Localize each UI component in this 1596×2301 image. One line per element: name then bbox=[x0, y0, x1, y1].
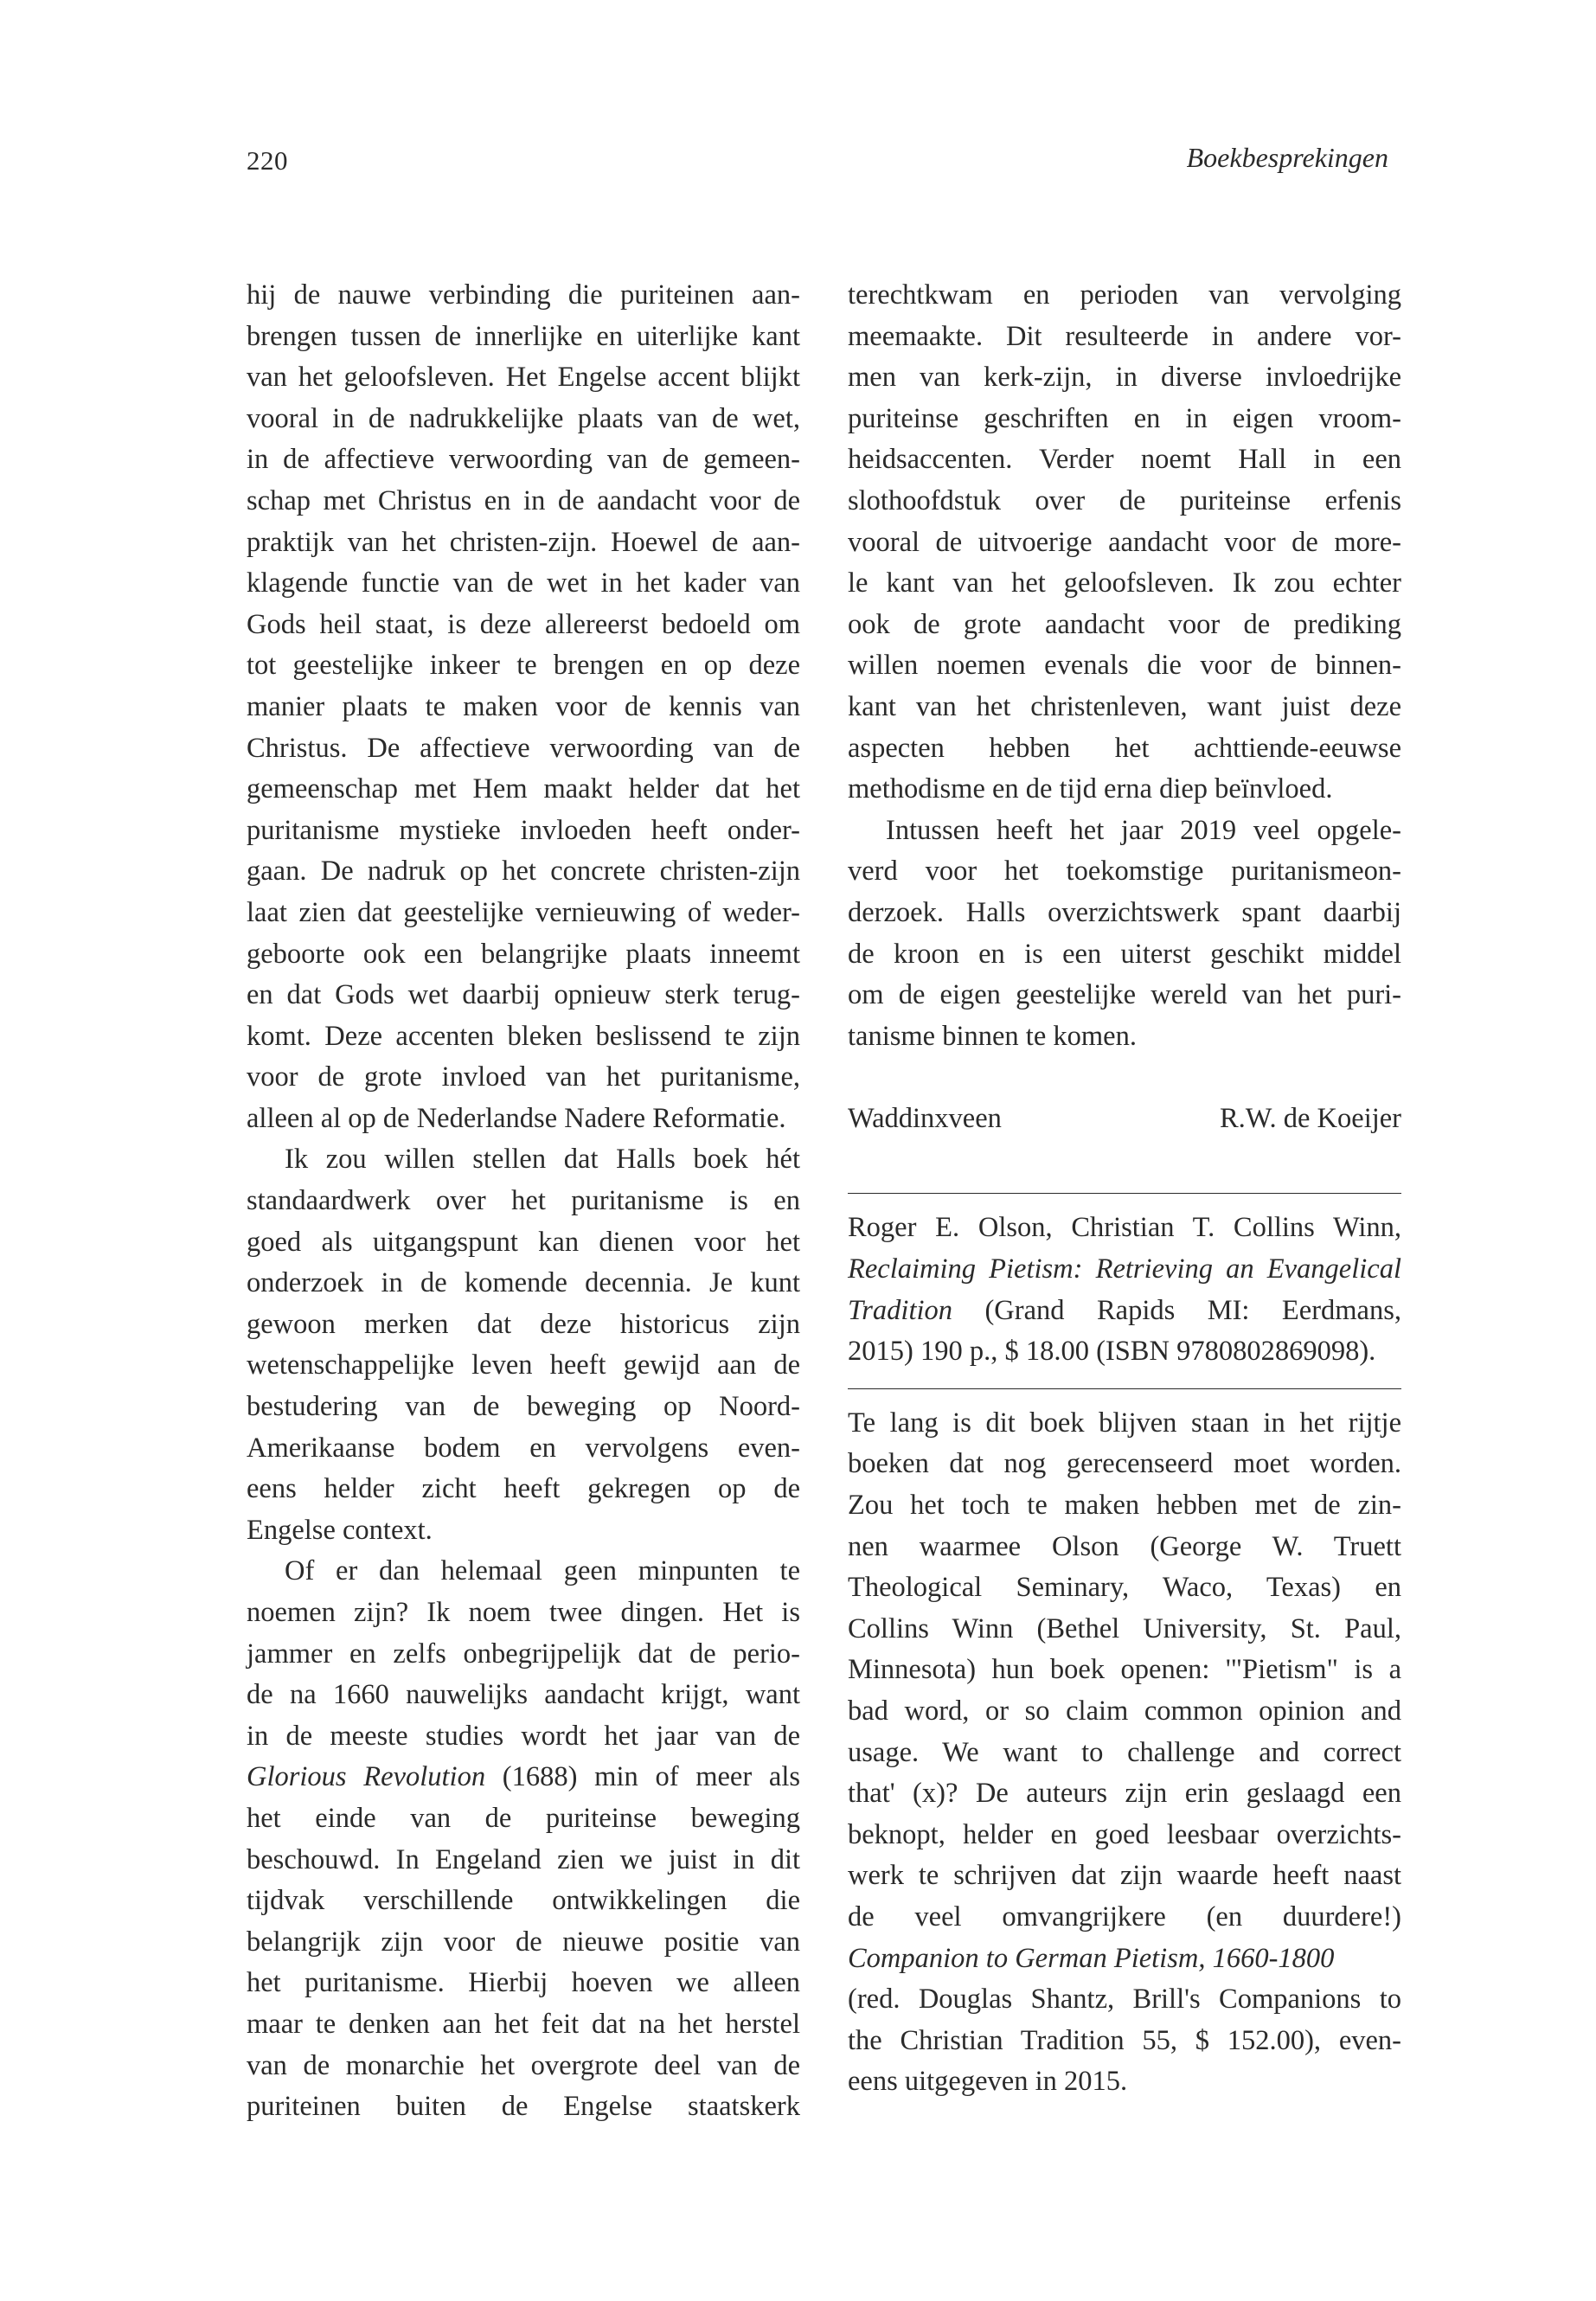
text-line: Christus. De affectieve verwoording van de bbox=[247, 732, 800, 764]
text-line: van het geloofsleven. Het Engelse accent blijkt bbox=[247, 362, 800, 394]
text-line: aspecten hebben het achttiende-eeuwse bbox=[848, 732, 1401, 764]
bibliographic-entry bbox=[848, 1208, 1401, 1372]
text-line: vooral de uitvoerige aandacht voor de more- bbox=[848, 526, 1401, 558]
text-line: brengen tussen de innerlijke en uiterlijke kant bbox=[247, 320, 800, 352]
text-line: Minnesota) hun boek openen: '"Pietism" is a bbox=[848, 1654, 1401, 1686]
running-head: Boekbesprekingen bbox=[1186, 142, 1388, 173]
text-line: alleen al op de Nederlandse Nadere Reformatie. bbox=[247, 1102, 786, 1134]
text-line: geboorte ook een belangrijke plaats inneemt bbox=[247, 938, 800, 970]
paragraph bbox=[848, 811, 1401, 1058]
text-line: tot geestelijke inkeer te brengen en op deze bbox=[247, 650, 800, 682]
text-line: Collins Winn (Bethel University, St. Paul, bbox=[848, 1612, 1401, 1644]
text-line: laat zien dat geestelijke vernieuwing of weder- bbox=[247, 896, 800, 928]
text-fragment: (1688) min of meer als bbox=[485, 1761, 800, 1793]
text-line: en dat Gods wet daarbij opnieuw sterk terug- bbox=[247, 979, 800, 1011]
text-line: van de monarchie het overgrote deel van de bbox=[247, 2049, 800, 2081]
text-line: bad word, or so claim common opinion and bbox=[848, 1695, 1401, 1727]
text-line: verd voor het toekomstige puritanismeon- bbox=[848, 856, 1401, 888]
text-line: in de affectieve verwoording van de gemeen- bbox=[247, 444, 800, 476]
divider-rule bbox=[848, 1388, 1401, 1389]
text-line: werk te schrijven dat zijn waarde heeft naast bbox=[848, 1860, 1401, 1892]
signature-place: Waddinxveen bbox=[848, 1102, 1002, 1134]
right-column bbox=[848, 275, 1401, 2103]
text-line: that' (x)? De auteurs zijn erin geslaagd een bbox=[848, 1778, 1401, 1810]
paragraph bbox=[848, 275, 1401, 811]
text-line: gewoon merken dat deze historicus zijn bbox=[247, 1308, 800, 1340]
text-line: puriteinen buiten de Engelse staatskerk bbox=[247, 2091, 800, 2123]
text-line: Theological Seminary, Waco, Texas) en bbox=[848, 1572, 1401, 1604]
text-line: beschouwd. In Engeland zien we juist in dit bbox=[247, 1843, 800, 1875]
text-line: kant van het christenleven, want juist deze bbox=[848, 690, 1401, 722]
text-line: klagende functie van de wet in het kader van bbox=[247, 567, 800, 599]
text-line: Intussen heeft het jaar 2019 veel opgele- bbox=[886, 814, 1401, 846]
bib-publisher: (Grand Rapids MI: Eerdmans, bbox=[952, 1294, 1401, 1326]
text-line: wetenschappelijke leven heeft gewijd aan de bbox=[247, 1349, 800, 1381]
bib-title-publisher bbox=[848, 1291, 1401, 1332]
text-line: puritanisme mystieke invloeden heeft onder- bbox=[247, 814, 800, 846]
text-line: eens uitgegeven in 2015. bbox=[848, 2066, 1128, 2098]
text-line: meemaakte. Dit resulteerde in andere vor- bbox=[848, 320, 1401, 352]
text-line: Te lang is dit boek blijven staan in het rijtje bbox=[848, 1407, 1401, 1439]
bib-details: 2015) 190 p., $ 18.00 (ISBN 9780802869098). bbox=[848, 1336, 1376, 1368]
text-line: slothoofdstuk over de puriteinse erfenis bbox=[848, 484, 1401, 516]
text-line: manier plaats te maken voor de kennis van bbox=[247, 690, 800, 722]
text-line: puriteinse geschriften en in eigen vroom- bbox=[848, 402, 1401, 434]
text-line: men van kerk-zijn, in diverse invloedrijke bbox=[848, 362, 1401, 394]
text-line: belangrijk zijn voor de nieuwe positie van bbox=[247, 1926, 800, 1958]
text-line: jammer en zelfs onbegrijpelijk dat de perio- bbox=[247, 1638, 800, 1670]
signature-author: R.W. de Koeijer bbox=[1220, 1102, 1401, 1134]
review-signature bbox=[848, 1099, 1401, 1140]
text-line: vooral in de nadrukkelijke plaats van de wet, bbox=[247, 402, 800, 434]
text-line: methodisme en de tijd erna diep beïnvloed. bbox=[848, 773, 1333, 805]
text-line bbox=[247, 1757, 800, 1798]
paragraph bbox=[247, 1551, 800, 2127]
text-line: in de meeste studies wordt het jaar van de bbox=[247, 1720, 800, 1752]
italic-title: Companion to German Pietism, 1660-1800 bbox=[848, 1942, 1335, 1974]
text-line: terechtkwam en perioden van vervolging bbox=[848, 279, 1401, 311]
text-line: om de eigen geestelijke wereld van het puri- bbox=[848, 979, 1401, 1011]
divider-rule bbox=[848, 1193, 1401, 1194]
text-line: Engelse context. bbox=[247, 1514, 433, 1546]
text-line: Ik zou willen stellen dat Halls boek hét bbox=[285, 1144, 800, 1176]
text-line: voor de grote invloed van het puritanisme, bbox=[247, 1061, 800, 1093]
text-line: eens helder zicht heeft gekregen op de bbox=[247, 1473, 800, 1505]
text-line: maar te denken aan het feit dat na het herstel bbox=[247, 2008, 800, 2040]
text-line: schap met Christus en in de aandacht voor de bbox=[247, 484, 800, 516]
left-column bbox=[247, 275, 800, 2128]
text-line: praktijk van het christen-zijn. Hoewel de aan- bbox=[247, 526, 800, 558]
text-line: the Christian Tradition 55, $ 152.00), even- bbox=[848, 2024, 1401, 2056]
text-line: le kant van het geloofsleven. Ik zou echter bbox=[848, 567, 1401, 599]
paragraph bbox=[247, 1139, 800, 1551]
bib-authors: Roger E. Olson, Christian T. Collins Winn, bbox=[848, 1212, 1401, 1244]
text-line: gemeenschap met Hem maakt helder dat het bbox=[247, 773, 800, 805]
text-line: de veel omvangrijkere (en duurdere!) bbox=[848, 1900, 1401, 1932]
text-line: tanisme binnen te komen. bbox=[848, 1020, 1137, 1052]
text-line: noemen zijn? Ik noem twee dingen. Het is bbox=[247, 1597, 800, 1628]
text-line: boeken dat nog gerecenseerd moet worden. bbox=[848, 1448, 1401, 1480]
text-line: onderzoek in de komende decennia. Je kunt bbox=[247, 1267, 800, 1299]
text-line: Gods heil staat, is deze allereerst bedoeld om bbox=[247, 608, 800, 640]
text-line: standaardwerk over het puritanisme is en bbox=[247, 1185, 800, 1217]
paragraph bbox=[848, 1403, 1401, 2103]
text-line: usage. We want to challenge and correct bbox=[848, 1736, 1401, 1768]
text-line: Amerikaanse bodem en vervolgens even- bbox=[247, 1432, 800, 1464]
text-line: de na 1660 nauwelijks aandacht krijgt, want bbox=[247, 1679, 800, 1711]
bib-title-end: Tradition bbox=[848, 1294, 953, 1326]
text-line: beknopt, helder en goed leesbaar overzichts- bbox=[848, 1818, 1401, 1850]
text-line: gaan. De nadruk op het concrete christen-zijn bbox=[247, 856, 800, 888]
text-line: heidsaccenten. Verder noemt Hall in een bbox=[848, 444, 1401, 476]
bib-title: Reclaiming Pietism: Retrieving an Evangelical bbox=[848, 1253, 1401, 1285]
text-line: derzoek. Halls overzichtswerk spant daarbij bbox=[848, 896, 1401, 928]
text-line: willen noemen evenals die voor de binnen- bbox=[848, 650, 1401, 682]
text-line: tijdvak verschillende ontwikkelingen die bbox=[247, 1885, 800, 1917]
italic-title: Glorious Revolution bbox=[247, 1761, 486, 1793]
text-line: het einde van de puriteinse beweging bbox=[247, 1802, 800, 1834]
text-line: hij de nauwe verbinding die puriteinen aan- bbox=[247, 279, 800, 311]
text-line: Zou het toch te maken hebben met de zin- bbox=[848, 1490, 1401, 1522]
text-line: de kroon en is een uiterst geschikt middel bbox=[848, 938, 1401, 970]
paragraph bbox=[247, 275, 800, 1139]
text-line: bestudering van de beweging op Noord- bbox=[247, 1391, 800, 1423]
text-line: het puritanisme. Hierbij hoeven we alleen bbox=[247, 1967, 800, 1999]
text-line: goed als uitgangspunt kan dienen voor het bbox=[247, 1226, 800, 1258]
text-line: komt. Deze accenten bleken beslissend te zijn bbox=[247, 1020, 800, 1052]
page-number: 220 bbox=[247, 145, 288, 176]
text-line: Of er dan helemaal geen minpunten te bbox=[285, 1555, 800, 1587]
text-line: (red. Douglas Shantz, Brill's Companions to bbox=[848, 1984, 1401, 2016]
text-line: nen waarmee Olson (George W. Truett bbox=[848, 1530, 1401, 1562]
text-line: ook de grote aandacht voor de prediking bbox=[848, 608, 1401, 640]
